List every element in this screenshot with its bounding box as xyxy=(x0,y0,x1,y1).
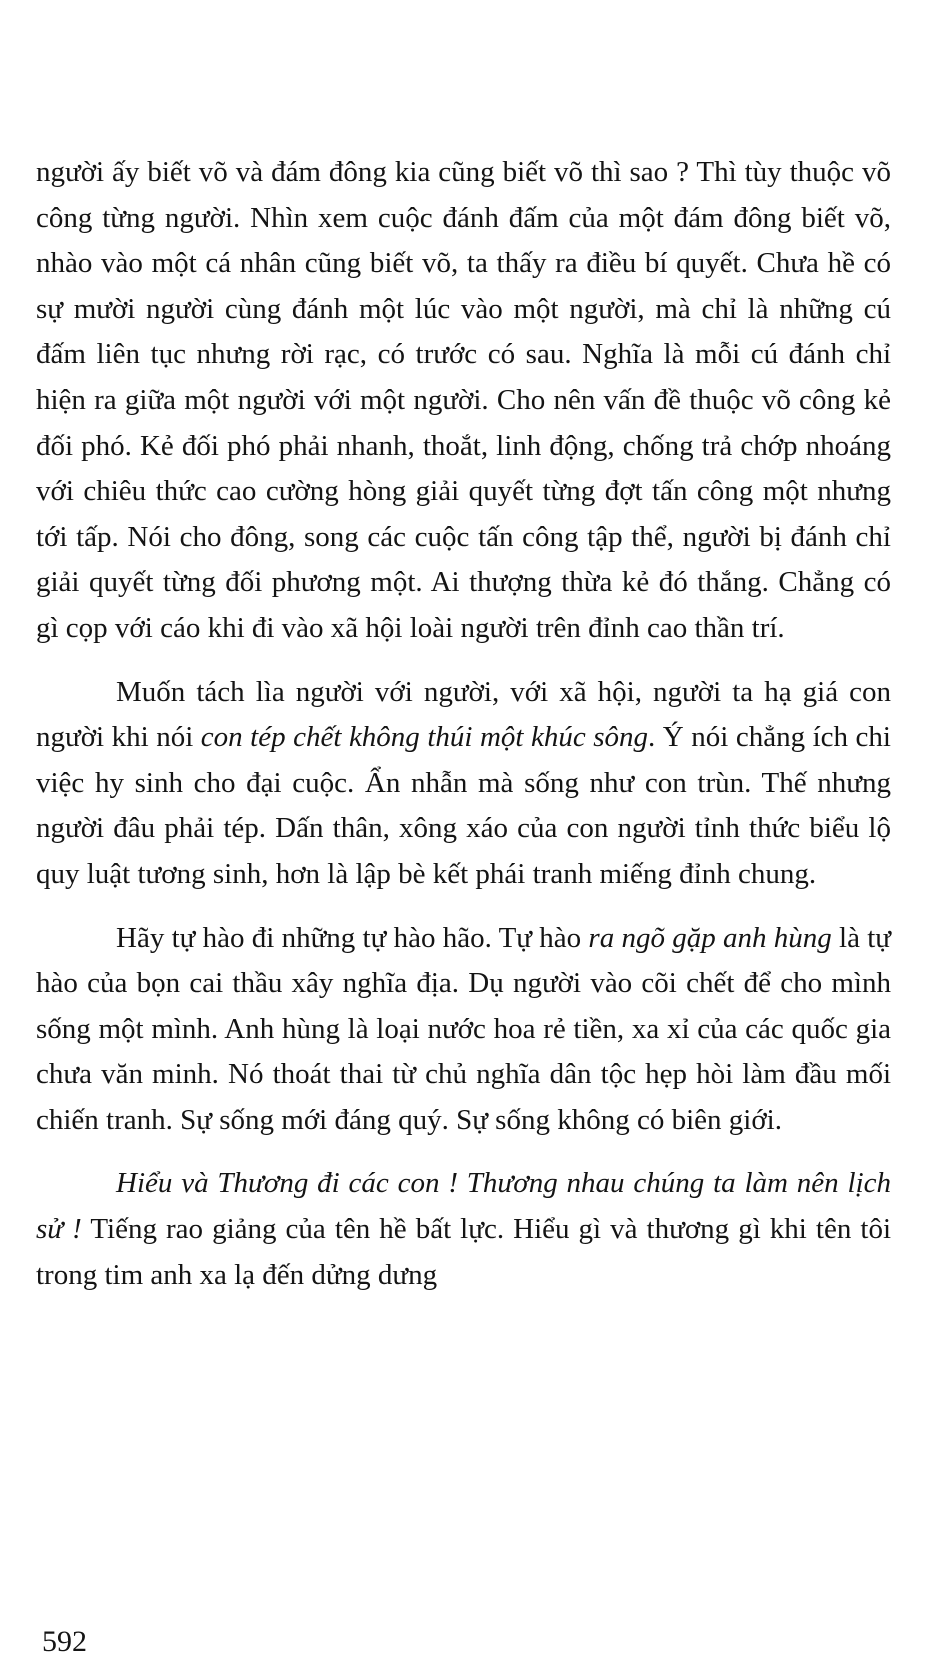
text-run: Hãy tự hào đi những tự hào hão. Tự hào xyxy=(116,921,589,954)
paragraph-1 xyxy=(36,150,891,652)
text-run: người ấy biết võ và đám đông kia cũng biết võ thì sao ? Thì tùy thuộc võ công từng người. Nhìn xem cuộc đánh đấm của một đám đông biết võ, nhào vào một cá nhân cũng biết võ, ta thấy ra điều bí quyết. Chưa hề có sự mười người cùng đánh một lúc vào một người, mà chỉ là những cú đấm liên tục nhưng rời rạc, có trước có sau. Nghĩa là mỗi cú đánh chỉ hiện ra giữa một người với một người. Cho nên vấn đề thuộc võ công kẻ đối phó. Kẻ đối phó phải nhanh, thoắt, linh động, chống trả chớp nhoáng với chiêu thức cao cường hòng giải quyết từng đợt tấn công một nhưng tới tấp. Nói cho đông, song các cuộc tấn công tập thể, người bị đánh chỉ giải quyết từng đối phương một. Ai thượng thừa kẻ đó thắng. Chẳng có gì cọp với cáo khi đi vào xã hội loài người trên đỉnh cao thần trí. xyxy=(36,156,891,644)
paragraph-2 xyxy=(36,670,891,898)
italic-phrase: Hiểu và Thương đi các con ! Thương nhau chúng ta làm nên lịch sử ! xyxy=(36,1167,891,1246)
text-run: Muốn tách lìa người với người, với xã hội, người ta hạ giá con người khi nói xyxy=(36,675,891,754)
page-number: 592 xyxy=(42,1625,87,1658)
text-run: là tự hào của bọn cai thầu xây nghĩa địa. Dụ người vào cõi chết để cho mình sống một mình. Anh hùng là loại nước hoa rẻ tiền, xa xỉ của các quốc gia chưa văn minh. Nó thoát thai từ chủ nghĩa dân tộc hẹp hòi làm đầu mối chiến tranh. Sự sống mới đáng quý. Sự sống không có biên giới. xyxy=(36,921,891,1136)
text-run: Tiếng rao giảng của tên hề bất lực. Hiểu gì và thương gì khi tên tôi trong tim anh xa lạ đến dửng dưng xyxy=(36,1213,891,1291)
italic-phrase: ra ngõ gặp anh hùng xyxy=(588,921,832,954)
paragraph-4 xyxy=(36,1161,891,1298)
paragraph-3 xyxy=(36,916,891,1144)
text-run: . Ý nói chẳng ích chi việc hy sinh cho đại cuộc. Ẩn nhẫn mà sống như con trùn. Thế nhưng người đâu phải tép. Dấn thân, xông xáo của con người tỉnh thức biểu lộ quy luật tương sinh, hơn là lập bè kết phái tranh miếng đỉnh chung. xyxy=(36,721,891,890)
body-text xyxy=(36,150,891,1298)
italic-phrase: con tép chết không thúi một khúc sông xyxy=(200,721,649,754)
